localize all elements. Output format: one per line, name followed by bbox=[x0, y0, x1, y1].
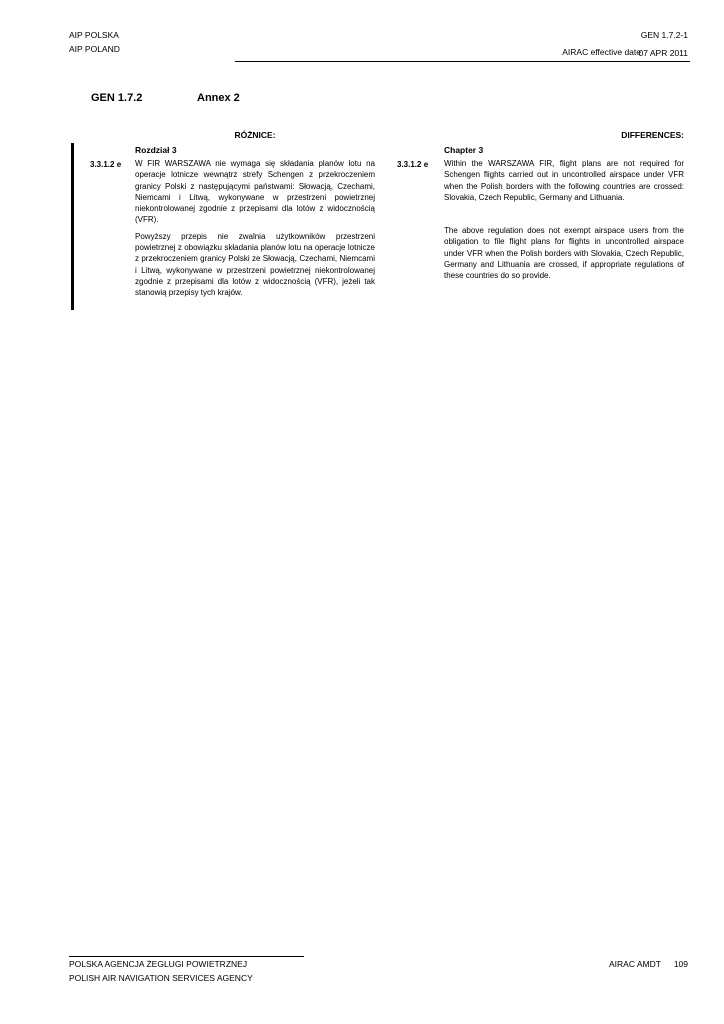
change-bar bbox=[71, 143, 74, 310]
header-effective-label: AIRAC effective date bbox=[562, 47, 641, 57]
footer-rule bbox=[69, 956, 304, 957]
header-aip-polska: AIP POLSKA bbox=[69, 30, 119, 40]
english-paragraph-1: Within the WARSZAWA FIR, flight plans are not required for Schengen flights carried out in uncontrolled airspace under VFR when the Polish borders with the following countries are crossed: Slovakia, Czech Republic, Germany and Lithuania. bbox=[444, 159, 684, 202]
polish-paragraph-1: W FIR WARSZAWA nie wymaga się składania planów lotu na operacje lotnicze wewnątrz strefy Schengen z przekroczeniem granicy Polski z następującymi państwami: Słowacją, Czechami, Niemcami i Litwą, wykonywane w przestrzeni powietrznej niekontrolowanej zgodnie z przepisami dla lotów z widocznością (VFR). bbox=[135, 159, 375, 225]
header-aip-poland: AIP POLAND bbox=[69, 44, 120, 54]
english-body bbox=[444, 158, 684, 282]
polish-body bbox=[135, 158, 375, 299]
section-code: GEN 1.7.2 bbox=[91, 92, 143, 104]
polish-chapter: Rozdział 3 bbox=[135, 145, 177, 155]
english-ref: 3.3.1.2 e bbox=[397, 160, 429, 169]
polish-heading: RÓŻNICE: bbox=[234, 130, 276, 140]
english-heading: DIFFERENCES: bbox=[621, 130, 684, 140]
header-page-ref: GEN 1.7.2-1 bbox=[640, 30, 688, 40]
footer-agency-english: POLISH AIR NAVIGATION SERVICES AGENCY bbox=[69, 973, 253, 983]
footer-agency-polish: POLSKA AGENCJA ŻEGLUGI POWIETRZNEJ bbox=[69, 959, 248, 969]
section-annex: Annex 2 bbox=[197, 92, 240, 104]
header-rule bbox=[235, 61, 690, 62]
footer-amdt-number: 109 bbox=[673, 959, 688, 969]
polish-paragraph-2: Powyższy przepis nie zwalnia użytkowników przestrzeni powietrznej z obowiązku składania planów lotu na operacje lotnicze z przekroczeniem granicy Polski ze Słowacją, Czechami, Niemcami i Litwą, wykonywane w przestrzeni powietrznej niekontrolowanej zgodnie z przepisami dla lotów z widocznością (VFR), jeżeli tak stanowią przepisy tych krajów. bbox=[135, 231, 375, 298]
english-chapter: Chapter 3 bbox=[444, 145, 484, 155]
footer-amdt-label: AIRAC AMDT bbox=[609, 959, 661, 969]
header-effective-date: 07 APR 2011 bbox=[638, 48, 688, 58]
english-paragraph-2: The above regulation does not exempt airspace users from the obligation to file flight plans for flights in uncontrolled airspace under VFR when the Polish borders with Slovakia, Czech Republic, Germany and Lithuania are crossed, if appropriate regulations of these countries do so provide. bbox=[444, 226, 684, 281]
polish-ref: 3.3.1.2 e bbox=[90, 160, 122, 169]
